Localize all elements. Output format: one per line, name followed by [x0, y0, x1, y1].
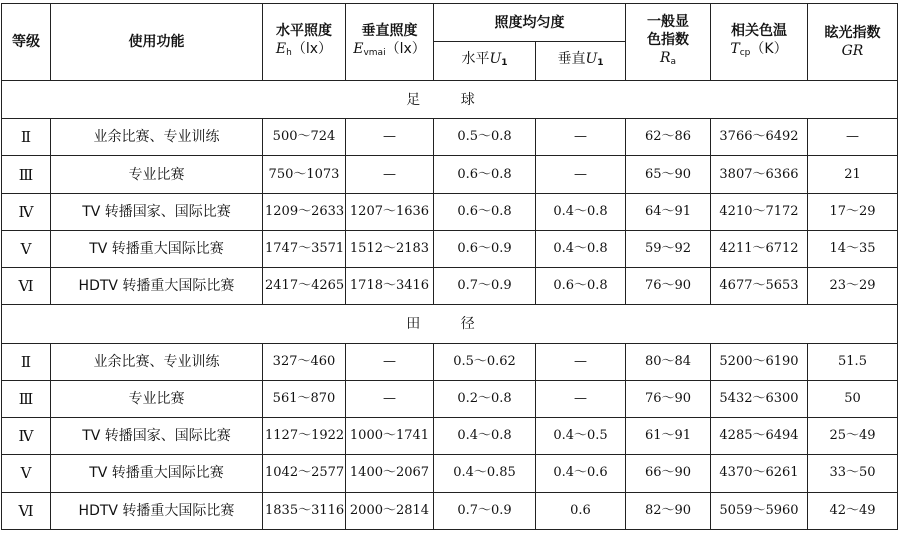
cell-grade: Ⅵ [2, 268, 51, 305]
cell-vertical-illuminance: — [346, 380, 434, 417]
cell-color-temperature: 5432～6300 [711, 380, 808, 417]
header-use: 使用功能 [51, 4, 263, 81]
section-title: 足 球 [2, 81, 898, 119]
cell-horizontal-illuminance: 1747～3571 [263, 230, 346, 267]
header-vertical-illuminance [346, 4, 434, 81]
header-color-temperature [711, 4, 808, 81]
header-uniformity-horizontal: 水平$U_1$ [434, 42, 536, 81]
cell-uniformity-horizontal: 0.4～0.8 [434, 418, 536, 455]
cell-vertical-illuminance: — [346, 119, 434, 156]
header-tcp-symbol: $T_{cp}(K)$ [730, 41, 788, 58]
cell-uniformity-vertical: — [536, 380, 626, 417]
header-eh-symbol: $E_h(lx)$ [275, 41, 333, 58]
cell-glare-index: 23～29 [808, 268, 898, 305]
cell-grade: Ⅳ [2, 193, 51, 230]
header-gr-title: 眩光指数 [824, 25, 881, 41]
cell-color-temperature: 5059～5960 [711, 492, 808, 529]
cell-color-rendering: 59～92 [626, 230, 711, 267]
table-row [2, 230, 898, 267]
table-row [2, 343, 898, 380]
cell-color-rendering: 65～90 [626, 156, 711, 193]
section-row [2, 305, 898, 343]
cell-use: 业余比赛、专业训练 [51, 343, 263, 380]
cell-vertical-illuminance: 1207～1636 [346, 193, 434, 230]
table-row [2, 156, 898, 193]
header-ra-line1: 一般显 [647, 14, 689, 30]
cell-color-rendering: 66～90 [626, 455, 711, 492]
header-eh-title: 水平照度 [276, 23, 332, 39]
header-gr-symbol: GR [841, 43, 864, 59]
cell-uniformity-vertical: 0.4～0.5 [536, 418, 626, 455]
cell-color-rendering: 64～91 [626, 193, 711, 230]
header-grade: 等级 [2, 4, 51, 81]
cell-vertical-illuminance: — [346, 343, 434, 380]
cell-color-temperature: 4370～6261 [711, 455, 808, 492]
header-color-rendering [626, 4, 711, 81]
cell-horizontal-illuminance: 327～460 [263, 343, 346, 380]
cell-glare-index: — [808, 119, 898, 156]
cell-vertical-illuminance: 1512～2183 [346, 230, 434, 267]
cell-glare-index: 51.5 [808, 343, 898, 380]
cell-uniformity-vertical: 0.4～0.6 [536, 455, 626, 492]
cell-uniformity-horizontal: 0.4～0.85 [434, 455, 536, 492]
cell-horizontal-illuminance: 1042～2577 [263, 455, 346, 492]
cell-glare-index: 21 [808, 156, 898, 193]
cell-grade: Ⅱ [2, 119, 51, 156]
lighting-standards-table [1, 3, 898, 530]
cell-grade: Ⅲ [2, 380, 51, 417]
cell-color-rendering: 76～90 [626, 268, 711, 305]
cell-uniformity-horizontal: 0.7～0.9 [434, 268, 536, 305]
table-row [2, 268, 898, 305]
header-uniformity-vertical: 垂直$U_1$ [536, 42, 626, 81]
cell-color-temperature: 4210～7172 [711, 193, 808, 230]
cell-use: HDTV 转播重大国际比赛 [51, 268, 263, 305]
cell-use: 业余比赛、专业训练 [51, 119, 263, 156]
cell-horizontal-illuminance: 2417～4265 [263, 268, 346, 305]
cell-uniformity-horizontal: 0.5～0.62 [434, 343, 536, 380]
cell-glare-index: 33～50 [808, 455, 898, 492]
cell-color-temperature: 5200～6190 [711, 343, 808, 380]
cell-uniformity-vertical: — [536, 343, 626, 380]
cell-horizontal-illuminance: 1835～3116 [263, 492, 346, 529]
cell-uniformity-horizontal: 0.5～0.8 [434, 119, 536, 156]
cell-color-temperature: 4211～6712 [711, 230, 808, 267]
cell-color-temperature: 4285～6494 [711, 418, 808, 455]
header-ra-line2: 色指数 [647, 32, 689, 48]
header-ev-symbol: $E_{vmai}(lx)$ [353, 41, 426, 58]
cell-color-temperature: 3766～6492 [711, 119, 808, 156]
header-ev-title: 垂直照度 [361, 23, 418, 39]
cell-use: 专业比赛 [51, 380, 263, 417]
cell-glare-index: 42～49 [808, 492, 898, 529]
cell-color-temperature: 4677～5653 [711, 268, 808, 305]
cell-color-rendering: 62～86 [626, 119, 711, 156]
cell-vertical-illuminance: 1400～2067 [346, 455, 434, 492]
cell-color-rendering: 76～90 [626, 380, 711, 417]
cell-grade: Ⅴ [2, 230, 51, 267]
table-row [2, 119, 898, 156]
cell-uniformity-vertical: 0.4～0.8 [536, 230, 626, 267]
cell-use: HDTV 转播重大国际比赛 [51, 492, 263, 529]
cell-uniformity-vertical: 0.6 [536, 492, 626, 529]
cell-uniformity-vertical: — [536, 119, 626, 156]
cell-horizontal-illuminance: 561～870 [263, 380, 346, 417]
cell-uniformity-horizontal: 0.2～0.8 [434, 380, 536, 417]
cell-uniformity-vertical: — [536, 156, 626, 193]
cell-uniformity-horizontal: 0.6～0.8 [434, 193, 536, 230]
cell-horizontal-illuminance: 500～724 [263, 119, 346, 156]
cell-color-rendering: 80～84 [626, 343, 711, 380]
cell-grade: Ⅲ [2, 156, 51, 193]
cell-color-rendering: 82～90 [626, 492, 711, 529]
cell-glare-index: 25～49 [808, 418, 898, 455]
cell-uniformity-horizontal: 0.6～0.9 [434, 230, 536, 267]
cell-uniformity-horizontal: 0.7～0.9 [434, 492, 536, 529]
cell-uniformity-vertical: 0.6～0.8 [536, 268, 626, 305]
cell-color-temperature: 3807～6366 [711, 156, 808, 193]
header-horizontal-illuminance [263, 4, 346, 81]
cell-use: TV 转播重大国际比赛 [51, 455, 263, 492]
header-tcp-title: 相关色温 [731, 23, 787, 39]
cell-glare-index: 50 [808, 380, 898, 417]
cell-vertical-illuminance: — [346, 156, 434, 193]
cell-uniformity-vertical: 0.4～0.8 [536, 193, 626, 230]
cell-use: TV 转播国家、国际比赛 [51, 418, 263, 455]
table-row [2, 193, 898, 230]
header-uniformity: 照度均匀度 [434, 4, 626, 42]
cell-use: TV 转播重大国际比赛 [51, 230, 263, 267]
table-header [2, 4, 898, 81]
table-row [2, 455, 898, 492]
section-row [2, 81, 898, 119]
cell-grade: Ⅵ [2, 492, 51, 529]
cell-horizontal-illuminance: 750～1073 [263, 156, 346, 193]
table-row [2, 380, 898, 417]
cell-horizontal-illuminance: 1127～1922 [263, 418, 346, 455]
cell-use: TV 转播国家、国际比赛 [51, 193, 263, 230]
cell-glare-index: 17～29 [808, 193, 898, 230]
cell-horizontal-illuminance: 1209～2633 [263, 193, 346, 230]
cell-glare-index: 14～35 [808, 230, 898, 267]
cell-uniformity-horizontal: 0.6～0.8 [434, 156, 536, 193]
cell-use: 专业比赛 [51, 156, 263, 193]
cell-grade: Ⅳ [2, 418, 51, 455]
cell-vertical-illuminance: 1000～1741 [346, 418, 434, 455]
table-body [2, 81, 898, 530]
header-ra-symbol: $R_a$ [659, 50, 677, 67]
section-title: 田 径 [2, 305, 898, 343]
header-glare-index [808, 4, 898, 81]
cell-vertical-illuminance: 2000～2814 [346, 492, 434, 529]
cell-grade: Ⅴ [2, 455, 51, 492]
table-row [2, 492, 898, 529]
cell-color-rendering: 61～91 [626, 418, 711, 455]
cell-grade: Ⅱ [2, 343, 51, 380]
table-row [2, 418, 898, 455]
cell-vertical-illuminance: 1718～3416 [346, 268, 434, 305]
